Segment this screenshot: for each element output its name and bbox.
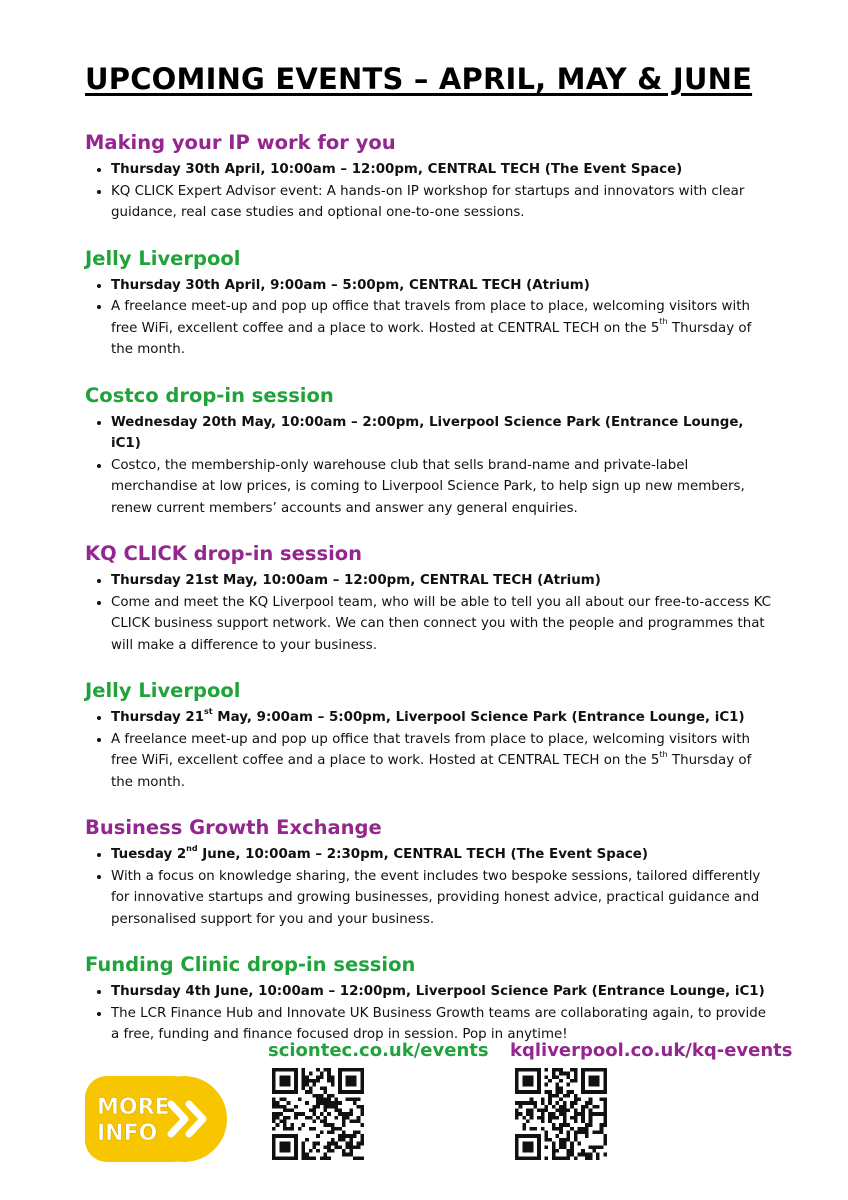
- when-text: Tuesday 2: [111, 847, 187, 862]
- event-when: • Thursday 21st May, 10:00am – 12:00pm, CENTRAL TECH (Atrium): [111, 570, 775, 592]
- event-description: • Costco, the membership-only warehouse club that sells brand-name and private-label merchandise at low prices, is coming to Liverpool Science Park, to help sign up new members, renew current members’ accounts and answer any general enquiries.: [111, 455, 775, 520]
- events-list: [85, 130, 775, 1068]
- sciontec-qr-code[interactable]: [272, 1068, 364, 1160]
- event-description: • The LCR Finance Hub and Innovate UK Business Growth teams are collaborating again, to provide a free, funding and finance focused drop in session. Pop in anytime!: [111, 1003, 775, 1046]
- event-kq-click-drop-in: [85, 541, 775, 656]
- event-description: [111, 296, 775, 361]
- description-text: A freelance meet-up and pop up office that travels from place to place, welcoming visitors with free WiFi, excellent coffee and a place to work. Hosted at CENTRAL TECH on the 5: [111, 731, 750, 768]
- event-title: Funding Clinic drop-in session: [85, 953, 416, 976]
- event-jelly-liverpool-april: [85, 246, 775, 361]
- kqliverpool-events-link[interactable]: kqliverpool.co.uk/kq-events: [510, 1040, 793, 1061]
- sciontec-events-link[interactable]: sciontec.co.uk/events: [268, 1040, 489, 1061]
- event-business-growth-exchange: [85, 815, 775, 930]
- event-title: KQ CLICK drop-in session: [85, 542, 363, 565]
- event-title: Making your IP work for you: [85, 131, 396, 154]
- event-when: • Thursday 4th June, 10:00am – 12:00pm, Liverpool Science Park (Entrance Lounge, iC1): [111, 981, 775, 1003]
- ordinal-suffix: th: [659, 317, 668, 327]
- more-info-line2: INFO: [97, 1121, 158, 1146]
- event-details: [85, 570, 775, 656]
- event-jelly-liverpool-may: [85, 678, 775, 793]
- event-description: [111, 729, 775, 794]
- event-making-ip-work: [85, 130, 775, 224]
- ordinal-suffix: st: [204, 706, 213, 716]
- more-info-badge: [85, 1076, 227, 1162]
- event-details: [85, 159, 775, 224]
- event-when: • Wednesday 20th May, 10:00am – 2:00pm, Liverpool Science Park (Entrance Lounge, iC1): [111, 412, 775, 455]
- ordinal-suffix: th: [659, 749, 668, 759]
- event-details: [85, 275, 775, 361]
- event-title: Jelly Liverpool: [85, 679, 241, 702]
- event-details: [85, 981, 775, 1046]
- ordinal-suffix: nd: [186, 843, 198, 853]
- more-info-line1: MORE: [97, 1095, 170, 1120]
- page-title: UPCOMING EVENTS – APRIL, MAY & JUNE: [85, 62, 753, 96]
- kqliverpool-qr-code[interactable]: [515, 1068, 607, 1160]
- when-text: June, 10:00am – 2:30pm, CENTRAL TECH (The Event Space): [197, 847, 649, 862]
- event-title: Jelly Liverpool: [85, 246, 241, 270]
- description-text: Thursday of the month.: [111, 320, 752, 357]
- event-description: • With a focus on knowledge sharing, the event includes two bespoke sessions, tailored differently for innovative startups and growing businesses, providing honest advice, practical guidance and personalised support for you and your business.: [111, 866, 775, 931]
- event-when: • Thursday 30th April, 10:00am – 12:00pm, CENTRAL TECH (The Event Space): [111, 159, 775, 181]
- description-text: A freelance meet-up and pop up office that travels from place to place, welcoming visitors with free WiFi, excellent coffee and a place to work. Hosted at CENTRAL TECH on the 5: [111, 299, 750, 336]
- event-description: • Come and meet the KQ Liverpool team, who will be able to tell you all about our free-to-access KC CLICK business support network. We can then connect you with the people and programmes that will make a difference to your business.: [111, 592, 775, 657]
- when-text: May, 9:00am – 5:00pm, Liverpool Science Park (Entrance Lounge, iC1): [212, 710, 745, 725]
- event-when: [111, 707, 775, 729]
- event-details: [85, 707, 775, 793]
- event-title: Business Growth Exchange: [85, 816, 382, 839]
- event-description: • KQ CLICK Expert Advisor event: A hands-on IP workshop for startups and innovators with clear guidance, real case studies and optional one-to-one sessions.: [111, 181, 775, 224]
- event-when: [111, 844, 775, 866]
- event-details: [85, 844, 775, 930]
- event-funding-clinic: [85, 952, 775, 1046]
- description-text: Thursday of the month.: [111, 753, 752, 790]
- event-costco-drop-in: [85, 383, 775, 520]
- when-text: Thursday 21: [111, 710, 205, 725]
- event-when: • Thursday 30th April, 9:00am – 5:00pm, CENTRAL TECH (Atrium): [111, 275, 775, 297]
- event-details: [85, 412, 775, 520]
- event-title: Costco drop-in session: [85, 383, 334, 407]
